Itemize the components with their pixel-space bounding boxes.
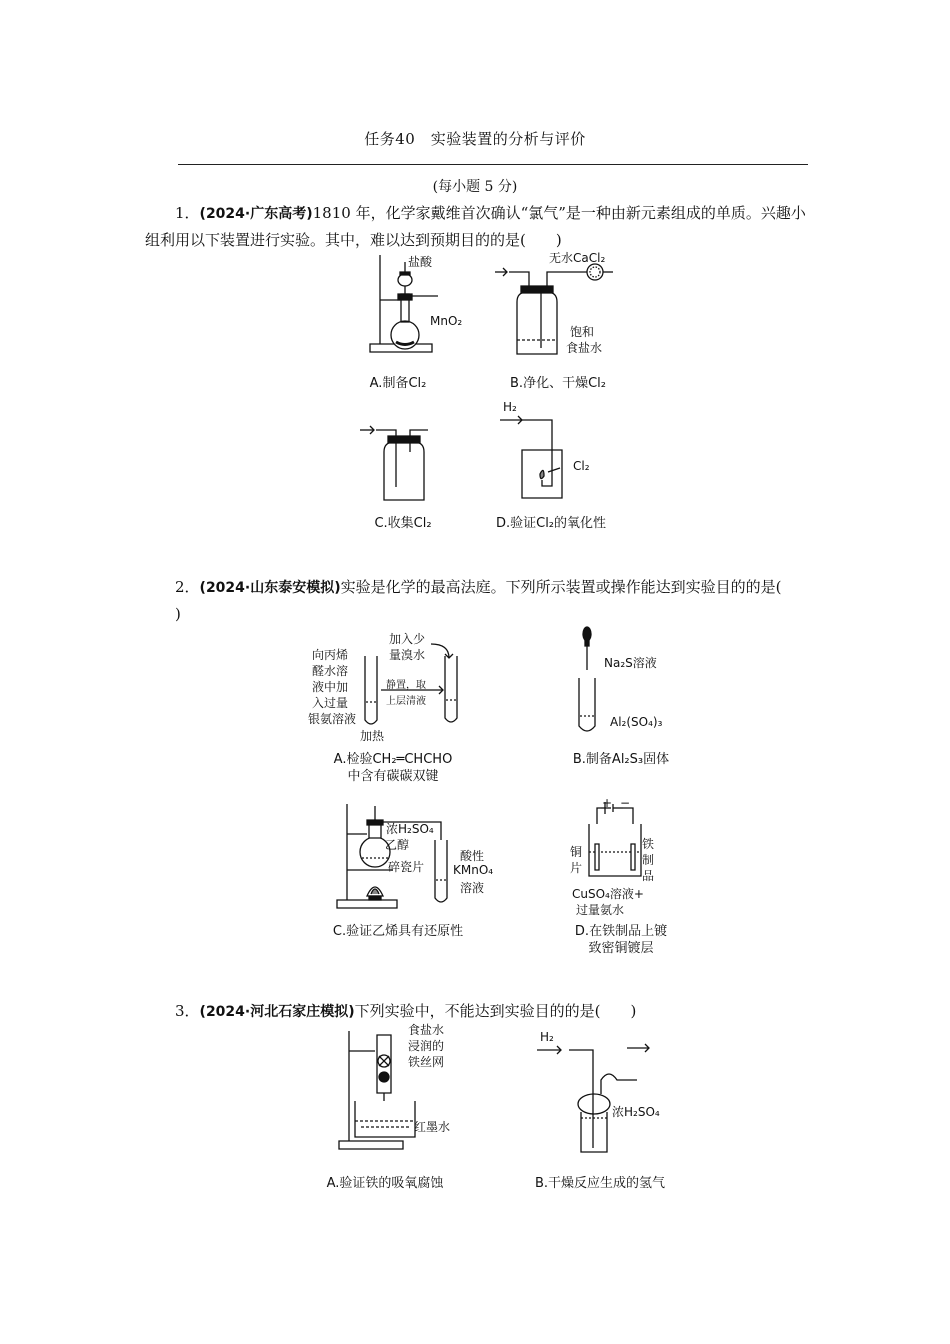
question-text: 下列实验中，不能达到实验目的的是( <box>354 1002 601 1020</box>
option-d-caption-2: 致密铜镀层 <box>588 941 654 956</box>
label: 加入少 <box>389 632 426 646</box>
label: 过量氨水 <box>576 903 625 917</box>
label: 品 <box>642 869 655 883</box>
option-d-caption: D.验证Cl₂的氧化性 <box>495 516 607 531</box>
label: MnO₂ <box>430 314 463 328</box>
question-text-end: ) <box>630 1002 637 1020</box>
label: 铜 <box>570 845 583 859</box>
option-a-caption-2: 中含有碳碳双键 <box>347 769 439 784</box>
label: CuSO₄溶液+ <box>572 887 644 901</box>
question-text: 1810 年，化学家戴维首次确认“氯气”是一种由新元素组成的单质。兴趣小组利用以下装置进行实验。其中，难以达到预期目的的是( <box>145 204 806 249</box>
title-divider <box>178 164 808 165</box>
question-source: (2024·山东泰安模拟) <box>199 580 341 596</box>
option-b-caption: B.净化、干燥Cl₂ <box>510 376 606 391</box>
label: 铁丝网 <box>408 1055 445 1069</box>
option-d-caption: D.在铁制品上镀 <box>574 924 668 939</box>
label: 入过量 <box>312 696 349 710</box>
label: 溶液 <box>460 881 485 895</box>
label: H₂ <box>503 400 517 414</box>
apparatus-q2-b <box>575 624 615 736</box>
apparatus-q1-d <box>500 410 590 502</box>
label: 浸润的 <box>408 1039 445 1053</box>
label: 乙醇 <box>385 838 410 852</box>
label: 饱和 <box>570 325 595 339</box>
question-source: (2024·河北石家庄模拟) <box>199 1004 355 1020</box>
label: 向丙烯 <box>312 648 349 662</box>
question-text-end: ) <box>555 231 562 249</box>
label: Cl₂ <box>573 459 590 473</box>
label: 浓H₂SO₄ <box>386 822 434 836</box>
label: H₂ <box>540 1030 554 1044</box>
option-b-caption: B.干燥反应生成的氢气 <box>534 1176 666 1191</box>
option-c-caption: C.收集Cl₂ <box>374 516 432 531</box>
label: 铁 <box>642 837 655 851</box>
question-number: 1． <box>175 204 200 222</box>
label: 碎瓷片 <box>388 860 425 874</box>
label: KMnO₄ <box>453 863 494 877</box>
option-c-caption: C.验证乙烯具有还原性 <box>332 924 464 939</box>
label: 液中加 <box>312 680 349 694</box>
question-number: 3． <box>175 1002 200 1020</box>
label: Al₂(SO₄)₃ <box>610 715 663 729</box>
label: 食盐水 <box>408 1023 445 1037</box>
label: 静置，取 <box>386 680 426 691</box>
question-text-end: ) <box>175 605 181 623</box>
question-1 <box>145 200 807 253</box>
label: 红墨水 <box>414 1120 451 1134</box>
label: 加热 <box>360 729 385 743</box>
label: 无水CaCl₂ <box>549 251 606 265</box>
score-note: (每小题 5 分) <box>432 179 518 195</box>
apparatus-q1-c <box>360 418 450 504</box>
question-2 <box>145 574 807 627</box>
label: + <box>602 796 613 810</box>
label: 醛水溶 <box>312 664 349 678</box>
page-title: 任务40 实验装置的分析与评价 <box>364 130 586 148</box>
option-a-caption: A.验证铁的吸氧腐蚀 <box>326 1176 444 1191</box>
label: 食盐水 <box>566 341 603 355</box>
question-number: 2． <box>175 578 200 596</box>
question-text: 实验是化学的最高法庭。下列所示装置或操作能达到实验目的的是( <box>340 578 782 596</box>
option-a-caption: A.制备Cl₂ <box>369 376 427 391</box>
question-3 <box>145 998 807 1025</box>
label: 浓H₂SO₄ <box>612 1105 660 1119</box>
label: Na₂S溶液 <box>604 656 657 670</box>
label: − <box>620 796 631 810</box>
label: 酸性 <box>460 849 485 863</box>
label: 制 <box>642 853 655 867</box>
label: 盐酸 <box>408 255 433 269</box>
label: 上层清液 <box>386 696 426 707</box>
question-source: (2024·广东高考) <box>199 206 313 222</box>
apparatus-q3-b <box>535 1038 655 1158</box>
option-a-caption: A.检验CH₂═CHCHO <box>333 752 453 767</box>
apparatus-q2-c <box>335 800 475 912</box>
label: 片 <box>570 861 583 875</box>
label: 银氨溶液 <box>308 712 357 726</box>
label: 量溴水 <box>389 648 426 662</box>
option-b-caption: B.制备Al₂S₃固体 <box>572 752 670 767</box>
